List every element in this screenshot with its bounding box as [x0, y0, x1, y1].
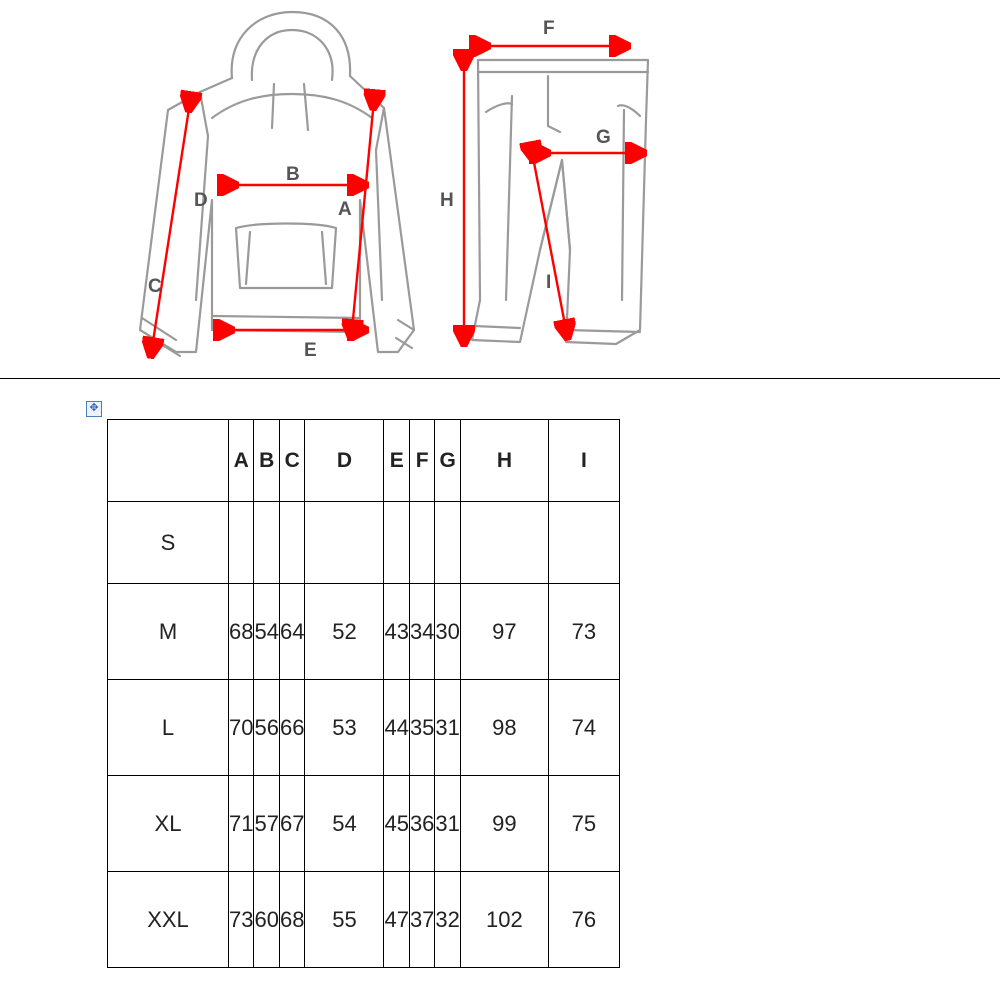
cell-M-E: 43	[384, 584, 409, 680]
header-B: B	[254, 420, 279, 502]
cell-M-H: 97	[460, 584, 548, 680]
cell-XL-E: 45	[384, 776, 409, 872]
cell-XXL-F: 37	[409, 872, 434, 968]
row-size-label: XXL	[108, 872, 229, 968]
table-row	[108, 776, 620, 872]
cell-M-D: 52	[305, 584, 384, 680]
label-D: D	[194, 190, 208, 211]
cell-M-A: 68	[229, 584, 254, 680]
cell-XL-G: 31	[435, 776, 460, 872]
size-table-region	[0, 379, 1000, 1000]
cell-L-E: 44	[384, 680, 409, 776]
row-size-label: XL	[108, 776, 229, 872]
label-G: G	[596, 127, 611, 148]
label-B: B	[286, 164, 300, 185]
cell-XXL-D: 55	[305, 872, 384, 968]
header-F: F	[409, 420, 434, 502]
header-A: A	[229, 420, 254, 502]
table-row	[108, 680, 620, 776]
cell-XL-I: 75	[548, 776, 619, 872]
cell-M-G: 30	[435, 584, 460, 680]
row-size-label: S	[108, 502, 229, 584]
garment-illustration	[0, 0, 1000, 379]
table-row	[108, 872, 620, 968]
cell-L-C: 66	[279, 680, 304, 776]
cell-XL-D: 54	[305, 776, 384, 872]
cell-XXL-A: 73	[229, 872, 254, 968]
cell-M-I: 73	[548, 584, 619, 680]
row-size-label: L	[108, 680, 229, 776]
table-header-row	[108, 420, 620, 502]
cell-M-F: 34	[409, 584, 434, 680]
cell-L-I: 74	[548, 680, 619, 776]
cell-S-A	[229, 502, 254, 584]
cell-XXL-E: 47	[384, 872, 409, 968]
cell-XL-H: 99	[460, 776, 548, 872]
cell-L-G: 31	[435, 680, 460, 776]
cell-XXL-H: 102	[460, 872, 548, 968]
cell-L-F: 35	[409, 680, 434, 776]
header-E: E	[384, 420, 409, 502]
table-row	[108, 502, 620, 584]
table-row	[108, 584, 620, 680]
label-C: C	[148, 276, 162, 297]
cell-L-A: 70	[229, 680, 254, 776]
size-table	[107, 419, 620, 968]
label-F: F	[543, 18, 555, 39]
cell-S-C	[279, 502, 304, 584]
cell-S-B	[254, 502, 279, 584]
cell-S-G	[435, 502, 460, 584]
cell-XL-A: 71	[229, 776, 254, 872]
header-H: H	[460, 420, 548, 502]
label-I: I	[546, 272, 552, 293]
cell-S-I	[548, 502, 619, 584]
cell-XL-C: 67	[279, 776, 304, 872]
cell-S-E	[384, 502, 409, 584]
cell-S-D	[305, 502, 384, 584]
header-I: I	[548, 420, 619, 502]
row-size-label: M	[108, 584, 229, 680]
header-C: C	[279, 420, 304, 502]
cell-XL-F: 36	[409, 776, 434, 872]
cell-S-F	[409, 502, 434, 584]
header-D: D	[305, 420, 384, 502]
header-corner	[108, 420, 229, 502]
cell-L-H: 98	[460, 680, 548, 776]
cell-XXL-B: 60	[254, 872, 279, 968]
cell-S-H	[460, 502, 548, 584]
header-G: G	[435, 420, 460, 502]
cell-L-B: 56	[254, 680, 279, 776]
cell-XL-B: 57	[254, 776, 279, 872]
label-E: E	[304, 340, 317, 361]
cell-M-C: 64	[279, 584, 304, 680]
cell-XXL-I: 76	[548, 872, 619, 968]
cell-L-D: 53	[305, 680, 384, 776]
move-handle-icon[interactable]: ✥	[86, 401, 102, 417]
label-H: H	[440, 190, 454, 211]
label-A: A	[338, 199, 352, 220]
cell-M-B: 54	[254, 584, 279, 680]
cell-XXL-G: 32	[435, 872, 460, 968]
cell-XXL-C: 68	[279, 872, 304, 968]
